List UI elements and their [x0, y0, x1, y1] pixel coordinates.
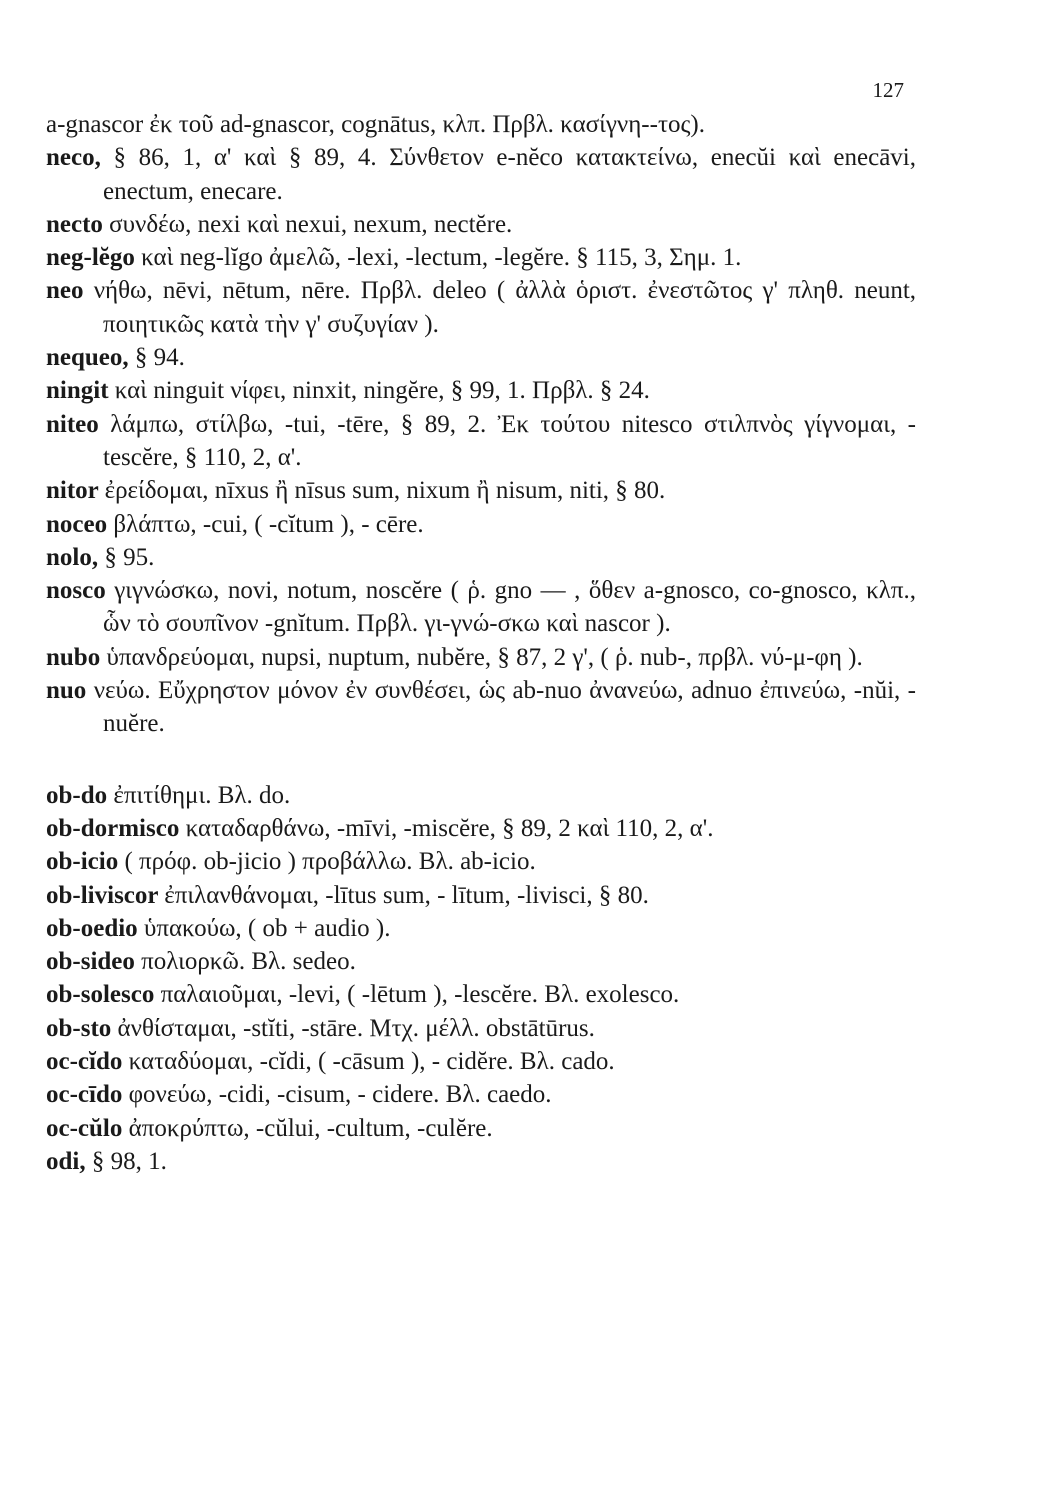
entry-headword: neg-lĕgo — [46, 244, 135, 272]
entry-headword: odi, — [46, 1147, 86, 1175]
entry-text: λάμπω, στίλβω, -tui, -tēre, § 89, 2. Ἐκ τούτου nitesco στιλπνὸς γίγνομαι, -tescĕre, § 110, 2, α'. — [103, 410, 916, 471]
entry-text: § 94. — [134, 344, 185, 372]
entry-text: ὑπακούω, ( ob + audio ). — [143, 914, 391, 942]
dictionary-entry — [46, 1012, 916, 1045]
dictionary-entry — [46, 574, 916, 641]
entry-text: φονεύω, -cidi, -cisum, - cidere. Βλ. caedo. — [128, 1081, 552, 1109]
entry-headword: ob-do — [46, 781, 108, 809]
entry-headword: ob-oedio — [46, 914, 138, 942]
entry-text: ὑπανδρεύομαι, nupsi, nuptum, nubĕre, § 87, 2 γ', ( ῥ. nub-, πρβλ. νύ-μ-φη ). — [106, 643, 863, 671]
entry-text: καὶ neg-lĭgo ἀμελῶ, -lexi, -lectum, -legĕre. § 115, 3, Σημ. 1. — [141, 244, 742, 272]
dictionary-entry — [46, 508, 916, 541]
entry-text: a-gnascor ἐκ τοῦ ad-gnascor, cognātus, κλπ. Πρβλ. κασίγνη--τος). — [46, 111, 705, 138]
dictionary-entry — [46, 978, 916, 1011]
entry-text: ( πρόφ. ob-jicio ) προβάλλω. Βλ. ab-icio. — [124, 848, 536, 876]
dictionary-entry — [46, 945, 916, 978]
dictionary-entry — [46, 541, 916, 574]
entry-headword: ob-dormisco — [46, 814, 180, 842]
dictionary-entry — [46, 1045, 916, 1078]
entry-text: συνδέω, nexi καὶ nexui, nexum, nectĕre. — [109, 210, 513, 238]
entry-headword: nuo — [46, 677, 87, 705]
entry-headword: ob-sideo — [46, 948, 135, 976]
dictionary-entry — [46, 474, 916, 507]
dictionary-entry — [46, 879, 916, 912]
entry-text: παλαιοῦμαι, -levi, ( -lētum ), -lescĕre. Βλ. exolesco. — [160, 981, 680, 1009]
entry-headword: necto — [46, 210, 103, 238]
dictionary-entry — [46, 1078, 916, 1111]
entry-text: πολιορκῶ. Βλ. sedeo. — [141, 948, 356, 976]
entry-headword: nubo — [46, 643, 101, 671]
entry-headword: nitor — [46, 477, 99, 505]
entry-text: § 98, 1. — [91, 1147, 167, 1175]
entry-headword: oc-cĭdo — [46, 1048, 123, 1076]
dictionary-entry — [46, 408, 916, 475]
dictionary-entry — [46, 141, 916, 208]
entry-text: καταδαρθάνω, -mīvi, -miscĕre, § 89, 2 καὶ 110, 2, α'. — [185, 814, 714, 842]
entry-headword: oc-cŭlo — [46, 1114, 123, 1142]
dictionary-entry — [46, 374, 916, 407]
entry-text: καταδύομαι, -cĭdi, ( -cāsum ), - cidĕre. Βλ. cado. — [128, 1048, 615, 1076]
entry-text: ἐπιλανθάνομαι, -lītus sum, - lītum, -livisci, § 80. — [164, 881, 649, 909]
entry-text: § 95. — [104, 543, 155, 571]
dictionary-entry — [46, 812, 916, 845]
entry-headword: ob-icio — [46, 848, 119, 876]
entry-headword: neco, — [46, 144, 101, 172]
entry-headword: ningit — [46, 377, 109, 405]
dictionary-entry — [46, 241, 916, 274]
entry-text: καὶ ninguit νίφει, ninxit, ningĕre, § 99, 1. Πρβλ. § 24. — [114, 377, 650, 405]
entry-headword: nosco — [46, 577, 106, 605]
entry-text: § 86, 1, α' καὶ § 89, 4. Σύνθετον e-nĕco κατακτείνω, enecŭi καὶ enecāvi, enectum, enecare. — [103, 144, 916, 205]
entry-headword: ob-sto — [46, 1014, 112, 1042]
entry-text: ἐρείδομαι, nīxus ἢ nīsus sum, nixum ἢ nisum, niti, § 80. — [104, 477, 666, 505]
entry-headword: neo — [46, 277, 84, 305]
entry-headword: ob-solesco — [46, 981, 155, 1009]
entry-headword: niteo — [46, 410, 99, 438]
dictionary-entry — [46, 779, 916, 812]
entry-headword: oc-cīdo — [46, 1081, 123, 1109]
dictionary-entry — [46, 641, 916, 674]
entry-headword: noceo — [46, 510, 108, 538]
dictionary-entry — [46, 845, 916, 878]
entry-text: βλάπτω, -cui, ( -cĭtum ), - cēre. — [113, 510, 424, 538]
entry-text: νεύω. Εὔχρηστον μόνον ἐν συνθέσει, ὡς ab-nuo ἀνανεύω, adnuo ἐπινεύω, -nŭi, -nuĕre. — [93, 677, 916, 738]
dictionary-entries — [46, 108, 916, 1178]
entry-text: νήθω, nēvi, nētum, nēre. Πρβλ. deleo ( ἀλλὰ ὁριστ. ἐνεστῶτος γ' πληθ. neunt, ποιητικῶς κατὰ τὴν γ' συζυγίαν ). — [93, 277, 917, 338]
entry-text: γιγνώσκω, novi, notum, noscĕre ( ῥ. gno — , ὅθεν a-gnosco, co-gnosco, κλπ., ὧν τὸ σουπῖνον -gnĭtum. Πρβλ. γι-γνώ-σκω καὶ nascor ). — [103, 577, 917, 638]
entry-headword: nolo, — [46, 543, 99, 571]
page-number: 127 — [872, 78, 904, 102]
entry-text: ἀποκρύπτω, -cŭlui, -cultum, -culĕre. — [128, 1114, 493, 1142]
dictionary-entry — [46, 912, 916, 945]
dictionary-entry — [46, 274, 916, 341]
dictionary-entry — [46, 341, 916, 374]
dictionary-entry — [46, 208, 916, 241]
entry-headword: ob-liviscor — [46, 881, 159, 909]
dictionary-entry — [46, 1112, 916, 1145]
dictionary-entry — [46, 108, 916, 141]
dictionary-entry — [46, 674, 916, 741]
entry-headword: nequeo, — [46, 344, 129, 372]
dictionary-entry — [46, 1145, 916, 1178]
entry-text: ἀνθίσταμαι, -stĭti, -stāre. Μτχ. μέλλ. obstātūrus. — [117, 1014, 595, 1042]
entry-text: ἐπιτίθημι. Βλ. do. — [113, 781, 291, 809]
